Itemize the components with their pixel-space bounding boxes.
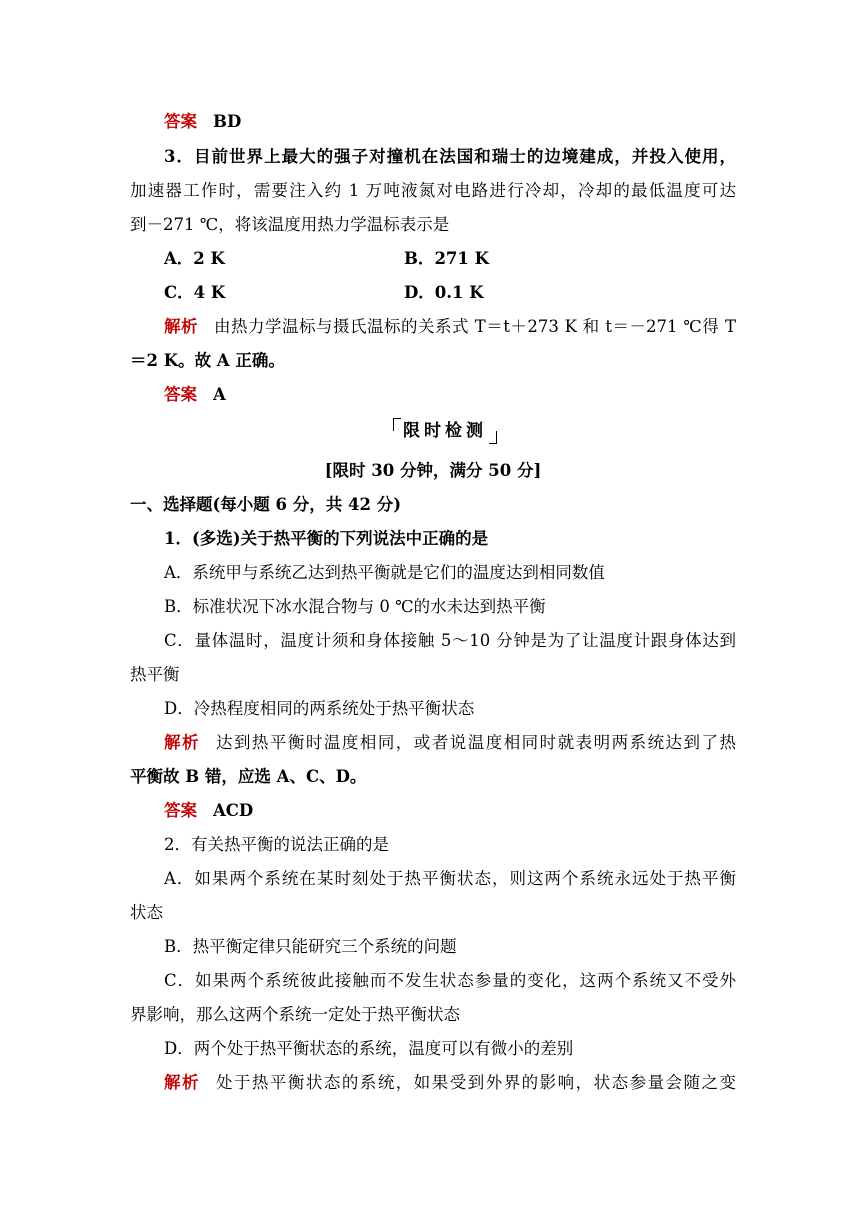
q3-option-b: B．271 K xyxy=(404,249,489,268)
q2-option-d: D．两个处于热平衡状态的系统，温度可以有微小的差别 xyxy=(164,1039,574,1058)
time-limit-note: [限时 30 分钟，满分 50 分] xyxy=(324,461,542,480)
q3-stem-line-1: 3．目前世界上最大的强子对撞机在法国和瑞士的边境建成，并投入使用， xyxy=(164,147,736,166)
q2-analysis-text: 处于热平衡状态的系统，如果受到外界的影响，状态参量会随之变 xyxy=(215,1073,737,1092)
q2-option-a-line-2: 状态 xyxy=(130,903,163,922)
q3-analysis-text: 由热力学温标与摄氏温标的关系式 T＝t＋273 K 和 t＝－271 ℃得 T xyxy=(214,317,736,336)
answer-line xyxy=(164,111,770,133)
q2-analysis-line-1 xyxy=(164,1072,736,1094)
bracket-corner-icon xyxy=(393,418,401,431)
answer-value: BD xyxy=(213,112,242,131)
q3-option-row-1 xyxy=(164,248,770,270)
bracket-corner-icon xyxy=(489,431,497,444)
q1-analysis-line-1 xyxy=(164,732,736,754)
q1-answer-value: ACD xyxy=(213,801,254,820)
q1-analysis-text: 达到热平衡时温度相同，或者说温度相同时就表明两系统达到了热 xyxy=(215,733,737,752)
q1-option-b: B．标准状况下冰水混合物与 0 ℃的水未达到热平衡 xyxy=(164,597,546,616)
q1-stem: 1．(多选)关于热平衡的下列说法中正确的是 xyxy=(164,529,489,548)
q1-analysis-line-2: 平衡故 B 错，应选 A、C、D。 xyxy=(130,767,367,786)
answer-label: 答案 xyxy=(164,801,197,820)
q3-analysis-line-1 xyxy=(164,316,736,338)
q2-option-a-line-1: A．如果两个系统在某时刻处于热平衡状态，则这两个系统永远处于热平衡 xyxy=(164,869,736,888)
analysis-label: 解析 xyxy=(164,317,198,336)
q3-stem-line-3: 到－271 ℃，将该温度用热力学温标表示是 xyxy=(130,215,450,234)
q3-option-d: D．0.1 K xyxy=(404,283,484,302)
q3-stem-line-2: 加速器工作时，需要注入约 1 万吨液氮对电路进行冷却，冷却的最低温度可达 xyxy=(130,181,736,200)
q1-option-a: A．系统甲与系统乙达到热平衡就是它们的温度达到相同数值 xyxy=(164,563,605,582)
q1-option-c-line-2: 热平衡 xyxy=(130,665,180,684)
q2-option-c-line-1: C．如果两个系统彼此接触而不发生状态参量的变化，这两个系统又不受外 xyxy=(164,971,736,990)
q3-option-row-2 xyxy=(164,282,770,304)
answer-label: 答案 xyxy=(164,385,197,404)
q3-option-a: A．2 K xyxy=(164,249,225,268)
q3-analysis-line-2: ＝2 K。故 A 正确。 xyxy=(130,351,285,370)
q3-answer-line xyxy=(164,384,770,406)
analysis-label: 解析 xyxy=(164,733,200,752)
q1-option-c-line-1: C．量体温时，温度计须和身体接触 5～10 分钟是为了让温度计跟身体达到 xyxy=(164,631,736,650)
section-badge xyxy=(393,418,497,444)
q2-stem: 2．有关热平衡的说法正确的是 xyxy=(164,835,389,854)
q1-option-d: D．冷热程度相同的两系统处于热平衡状态 xyxy=(164,699,475,718)
answer-label: 答案 xyxy=(164,112,197,131)
section-badge-label: 限时检测 xyxy=(403,421,487,441)
q3-answer-value: A xyxy=(213,385,226,404)
q2-option-b: B．热平衡定律只能研究三个系统的问题 xyxy=(164,937,457,956)
q3-option-c: C．4 K xyxy=(164,283,226,302)
analysis-label: 解析 xyxy=(164,1073,200,1092)
q1-answer-line xyxy=(164,800,770,822)
q2-option-c-line-2: 界影响，那么这两个系统一定处于热平衡状态 xyxy=(130,1005,460,1024)
section-heading: 一、选择题(每小题 6 分，共 42 分) xyxy=(130,495,402,514)
